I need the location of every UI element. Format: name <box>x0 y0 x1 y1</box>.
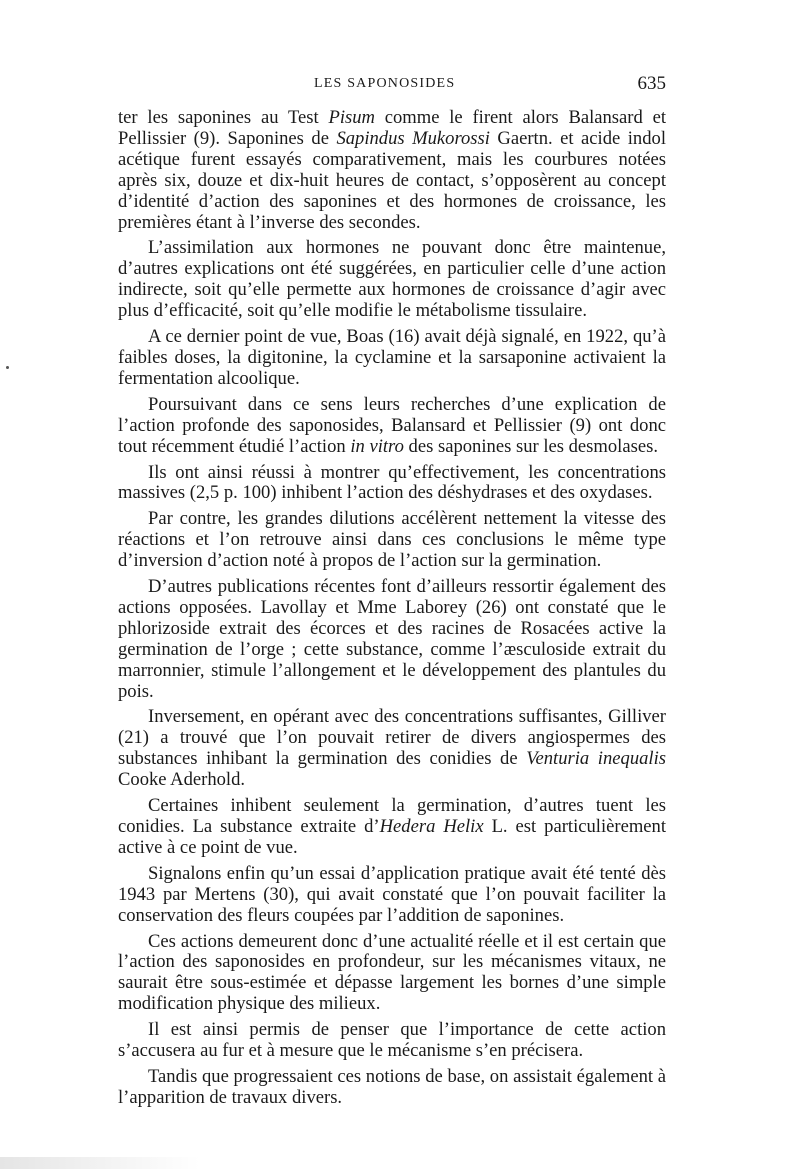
paragraph <box>118 395 666 458</box>
italic-term: Sapindus Mukorossi <box>336 127 490 149</box>
paragraph <box>118 1020 666 1062</box>
text-run: Gaertn. et acide indol acétique furent essayés comparativement, mais les courbures notées après six, douze et dix-huit heures de contact, s’opposèrent au concept d’identité d’action des saponines et des hormones de croissance, les premières étant à l’inverse des secondes. <box>118 127 666 233</box>
italic-term: Pisum <box>328 107 375 128</box>
text-run: Cooke Aderhold. <box>118 769 246 791</box>
running-title: LES SAPONOSIDES <box>314 76 456 91</box>
text-run: Il est ainsi permis de penser que l’importance de cette action s’accusera au fur et à mesure que le mécanisme s’en précisera. <box>118 1019 666 1062</box>
text-run: Ces actions demeurent donc d’une actualité réelle et il est certain que l’action des saponosides en profondeur, sur les mécanismes vitaux, ne saurait être sous-estimée et dépasse largement les bornes d’une simple modification physique des milieux. <box>118 930 666 1015</box>
paragraph <box>118 509 666 572</box>
text-run: Tandis que progressaient ces notions de base, on assistait également à l’apparition de travaux divers. <box>118 1065 666 1108</box>
text-run: A ce dernier point de vue, Boas (16) avait déjà signalé, en 1922, qu’à faibles doses, la digitonine, la cyclamine et la sarsaponine activaient la fermentation alcoolique. <box>118 326 666 389</box>
italic-term: Venturia inequalis <box>526 748 666 770</box>
italic-term: in vitro <box>350 435 404 457</box>
page-number: 635 <box>637 73 666 94</box>
paragraph <box>118 932 666 1016</box>
text-run: des saponines sur les desmolases. <box>403 435 658 457</box>
text-run: Poursuivant dans ce sens leurs recherches d’une explication de l’action profonde des saponosides, Balansard et Pellissier (9) ont donc tout récemment étudié l’action <box>118 393 666 457</box>
text-run: Par contre, les grandes dilutions accélèrent nettement la vitesse des réactions et l’on retrouve ainsi dans ces conclusions le même type d’inversion d’action noté à propos de l’action sur la germination. <box>118 508 666 572</box>
paragraph <box>118 577 666 702</box>
paragraph <box>118 238 666 322</box>
text-run: L. est particulièrement active à ce point de vue. <box>118 816 666 858</box>
text-run: D’autres publications récentes font d’ailleurs ressortir également des actions opposées. Lavollay et Mme Laborey (26) ont constaté que le phlorizoside extrait des écorces et des racines de Rosacées active la germination de l’orge ; cette substance, comme l’æsculoside extrait du marronnier, stimule l’allongement et le développement des plantules du pois. <box>118 576 666 702</box>
text-run: ter les saponines au Test <box>118 107 329 128</box>
paragraph <box>118 108 666 233</box>
italic-term: Hedera Helix <box>379 816 484 837</box>
body-text <box>118 108 666 1114</box>
paragraph <box>118 327 666 390</box>
text-run: Inversement, en opérant avec des concentrations suffisantes, Gilliver (21) a trouvé que l’on pouvait retirer de divers angiospermes des substances inhibant la germination des conidies de <box>118 706 666 770</box>
paragraph <box>118 796 666 859</box>
text-run: Certaines inhibent seulement la germination, d’autres tuent les conidies. La substance extraite d’ <box>118 795 666 837</box>
paragraph <box>118 864 666 927</box>
margin-speck <box>6 366 9 369</box>
scan-edge <box>0 1157 200 1169</box>
paragraph <box>118 1067 666 1109</box>
paragraph <box>118 707 666 791</box>
text-run: L’assimilation aux hormones ne pouvant donc être maintenue, d’autres explications ont été suggérées, en particulier celle d’une action indirecte, soit qu’elle permette aux hormones de croissance d’agir avec plus d’efficacité, soit qu’elle modifie le métabolisme tissulaire. <box>118 237 666 322</box>
paragraph <box>118 463 666 505</box>
text-run: Ils ont ainsi réussi à montrer qu’effectivement, les concentrations massives (2,5 p. 100) inhibent l’action des déshydrases et des oxydases. <box>118 461 666 504</box>
text-run: comme le firent alors Balansard et Pellissier (9). Saponines de <box>118 107 666 149</box>
running-head <box>118 73 666 98</box>
text-run: Signalons enfin qu’un essai d’application pratique avait été tenté dès 1943 par Mertens (30), qui avait constaté que l’on pouvait faciliter la conservation des fleurs coupées par l’addition de saponines. <box>118 862 666 926</box>
